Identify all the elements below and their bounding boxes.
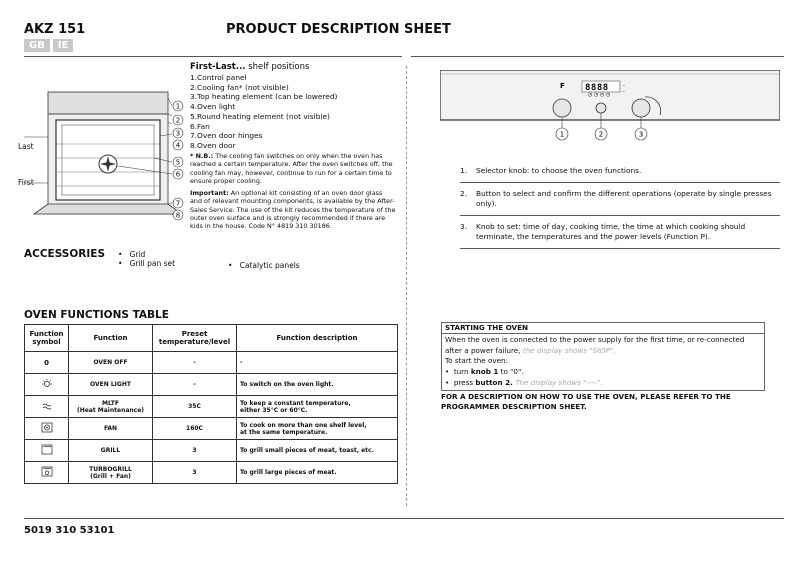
col-header: Function: [69, 325, 153, 352]
oven-callouts: [170, 100, 186, 222]
desc-cell: -: [237, 352, 398, 374]
lang-badge: IE: [53, 39, 74, 52]
table-row: [25, 418, 398, 440]
accessory-item: • Grill pan set: [118, 259, 176, 268]
col-header: Function description: [237, 325, 398, 352]
list-item: 2. Button to select and confirm the different operations (operate by single presses only).: [460, 189, 772, 208]
accessory-item: • Catalytic panels: [228, 261, 300, 270]
panel-callout-3: 3: [638, 130, 644, 139]
shelf-positions-title: First-Last... shelf positions: [190, 62, 310, 72]
svg-text:-: -: [623, 89, 625, 95]
desc-cell: To keep a constant temperature, either 35°C or 60°C.: [237, 396, 398, 418]
list-item: 4.Oven light: [190, 102, 236, 112]
desc-cell: To switch on the oven light.: [237, 374, 398, 396]
confirm-button: [596, 103, 606, 113]
desc-cell: To grill large pieces of meat.: [237, 462, 398, 484]
control-panel-diagram: [440, 70, 780, 146]
footer-rule: [24, 518, 784, 519]
svg-text:-: -: [623, 83, 625, 89]
shelf-label-last: Last: [18, 142, 34, 151]
parts-list: [190, 73, 337, 151]
important-note: Important: An optional kit consisting of an oven door glass and of relevant mounting components, is available by the After-Sales Service. The use of the kit reduces the temperature of the outer oven surface and is strongly recommended if there are kids in the house. Code N° 4819 310 30186.: [190, 189, 396, 231]
oven-door: [34, 204, 182, 214]
callout-3: 3: [175, 129, 181, 138]
callout-6: 6: [175, 170, 181, 179]
preset-cell: 35C: [153, 396, 237, 418]
accessories-title: ACCESSORIES: [24, 248, 106, 260]
list-item: • turn knob 1 to "0".: [445, 367, 524, 377]
preset-cell: -: [153, 352, 237, 374]
oven-diagram: [14, 86, 194, 226]
notes: [190, 152, 396, 231]
preset-cell: 3: [153, 440, 237, 462]
page-title: PRODUCT DESCRIPTION SHEET: [226, 22, 451, 37]
fan-icon: [25, 418, 69, 440]
panel-callout-1: 1: [559, 130, 565, 139]
refer-note: FOR A DESCRIPTION ON HOW TO USE THE OVEN, PLEASE REFER TO THE PROGRAMMER DESCRIPTION SHEET.: [441, 392, 731, 411]
function-cell: GRILL: [69, 440, 153, 462]
callout-5: 5: [175, 158, 181, 167]
selector-knob: [553, 99, 571, 117]
accessory-item: • Grid: [118, 250, 146, 259]
desc-cell: To grill small pieces of meat, toast, etc.: [237, 440, 398, 462]
functions-table-title: OVEN FUNCTIONS TABLE: [24, 309, 169, 321]
svg-text:◷ ◷ ◷ ◷: ◷ ◷ ◷ ◷: [588, 92, 611, 98]
light-icon: [25, 374, 69, 396]
preset-cell: -: [153, 374, 237, 396]
oven-control-panel: [48, 92, 168, 114]
table-row: [25, 440, 398, 462]
function-cell: OVEN LIGHT: [69, 374, 153, 396]
language-badges: [24, 39, 73, 52]
function-cell: OVEN OFF: [69, 352, 153, 374]
cooling-fan-note: * N.B.: The cooling fan switches on only when the oven has reached a certain temperature. After the oven switches off, the cooling fan may, however, continue to run for a certain time to ensure proper cooling.: [190, 152, 393, 185]
footer-code: 5019 310 53101: [24, 525, 115, 536]
desc-cell: To cook on more than one shelf level, at the same temperature.: [237, 418, 398, 440]
starting-oven-title: STARTING THE OVEN: [442, 323, 764, 334]
starting-oven-box: [441, 322, 765, 391]
list-item: • press button 2. The display shows "----".: [445, 377, 603, 387]
table-row: [25, 462, 398, 484]
grill-icon: [25, 440, 69, 462]
functions-table: [24, 324, 398, 484]
table-row: [25, 396, 398, 418]
preset-cell: 160C: [153, 418, 237, 440]
list-item: 3.Top heating element (can be lowered): [190, 92, 338, 102]
panel-callout-2: 2: [598, 130, 604, 139]
table-row: [25, 374, 398, 396]
column-divider: [406, 66, 407, 506]
lang-badge: GB: [24, 39, 50, 52]
list-item: 3. Knob to set: time of day, cooking time, the time at which cooking should terminate, the temperatures and the power levels (Function P).: [460, 222, 746, 241]
setting-knob: [632, 99, 650, 117]
function-cell: FAN: [69, 418, 153, 440]
rule-left: [24, 56, 402, 57]
list-item: 1.Control panel: [190, 73, 247, 82]
list-item: 8.Oven door: [190, 140, 236, 150]
table-row: [25, 352, 398, 374]
list-item: 7.Oven door hinges: [190, 131, 263, 141]
callout-2: 2: [175, 116, 181, 125]
preset-cell: 3: [153, 462, 237, 484]
list-item: 1. Selector knob: to choose the oven functions.: [460, 166, 642, 175]
list-item: 6.Fan: [190, 121, 210, 131]
col-header: Function symbol: [25, 325, 69, 352]
callout-7: 7: [175, 199, 181, 208]
model-number: AKZ 151: [24, 22, 86, 37]
callout-1: 1: [175, 102, 181, 111]
start-instructions: To start the oven:: [445, 356, 509, 366]
panel-display-text: 8888: [585, 83, 609, 93]
shelf-label-first: First: [18, 178, 34, 187]
callout-4: 4: [175, 141, 181, 150]
table-header: [25, 325, 398, 352]
callout-8: 8: [175, 211, 181, 220]
turbogrill-icon: [25, 462, 69, 484]
list-item: 5.Round heating element (not visible): [190, 111, 330, 121]
knob-descriptions: [460, 166, 780, 249]
heat-icon: [25, 396, 69, 418]
symbol-off: 0: [25, 352, 69, 374]
panel-f-label: F: [560, 82, 565, 90]
function-cell: MLTF (Heat Maintenance): [69, 396, 153, 418]
function-cell: TURBOGRILL (Grill + Fan): [69, 462, 153, 484]
col-header: Preset temperature/level: [153, 325, 237, 352]
list-item: 2.Cooling fan* (not visible): [190, 82, 289, 92]
rule-right: [411, 56, 784, 57]
power-failure-text: When the oven is connected to the power supply for the first time, or re-connected after a power failure, the display shows "StOP".: [445, 335, 745, 355]
